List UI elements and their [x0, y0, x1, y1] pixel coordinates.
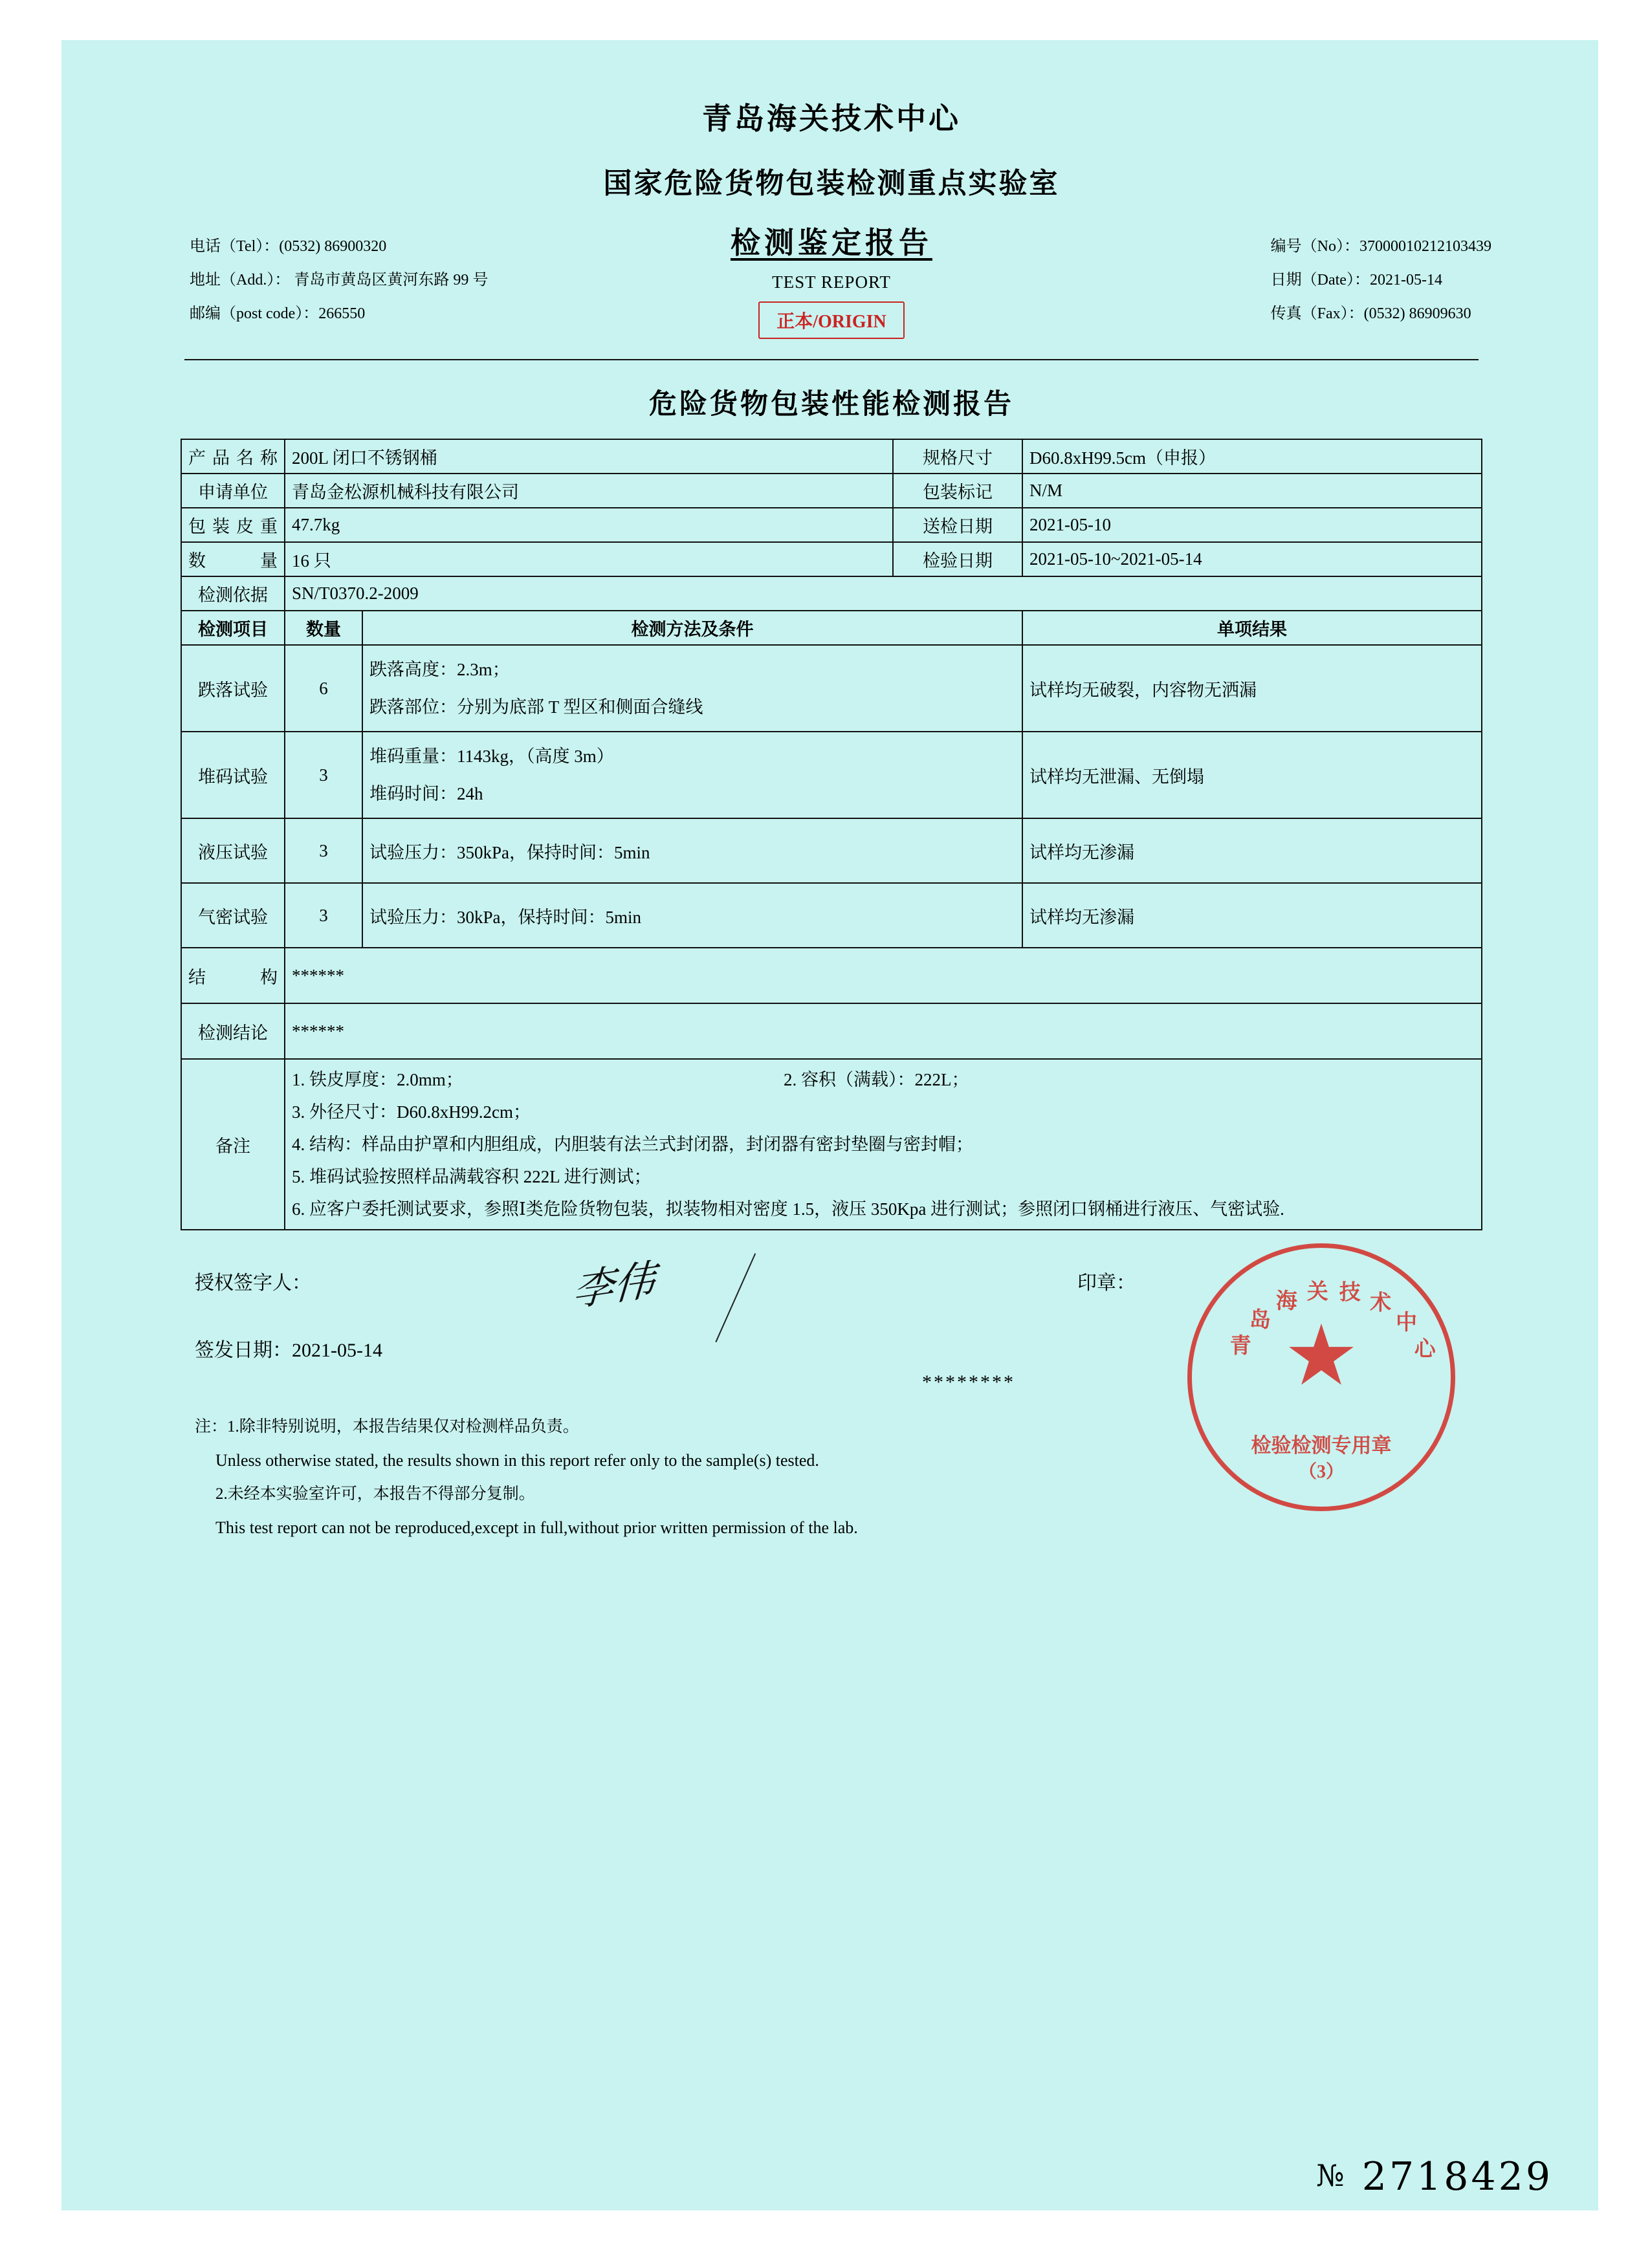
tests-header-qty: 数量 — [285, 611, 362, 645]
spec-label: 规格尺寸 — [893, 439, 1022, 474]
test-item-result: 试样均无破裂，内容物无洒漏 — [1022, 645, 1482, 732]
telephone-line: 电话（Tel）：(0532) 86900320 — [190, 238, 387, 255]
quantity-value: 16 只 — [285, 542, 893, 576]
serial-number — [1316, 2154, 1553, 2199]
test-item-qty: 3 — [285, 818, 362, 883]
test-item-qty: 6 — [285, 645, 362, 732]
basis-label: 检测依据 — [181, 576, 285, 611]
table-row-remark — [181, 1059, 1482, 1230]
seal-char: 心 — [1414, 1337, 1436, 1361]
address-line: 地址（Add.）： 青岛市黄岛区黄河东路 99 号 — [190, 272, 489, 289]
submit-date-value: 2021-05-10 — [1022, 508, 1482, 542]
seal-char: 海 — [1275, 1290, 1297, 1314]
tests-header-row — [181, 611, 1482, 645]
fax-line: 传真（Fax）：(0532) 86909630 — [1270, 305, 1471, 322]
report-title-en: TEST REPORT — [772, 272, 891, 292]
test-item-result: 试样均无渗漏 — [1022, 883, 1482, 948]
remark-line-5: 6. 应客户委托测试要求，参照Ⅰ类危险货物包装，拟装物相对密度 1.5，液压 350Kpa 进行测试；参照闭口钢桶进行液压、气密试验. — [292, 1199, 1284, 1219]
test-item-name: 跌落试验 — [181, 645, 285, 732]
test-date-label: 检验日期 — [893, 542, 1022, 576]
table-row-tare — [181, 508, 1482, 542]
conclusion-label: 检测结论 — [181, 1003, 285, 1059]
report-sheet — [61, 40, 1598, 2210]
note-2-en: This test report can not be reproduced,except in full,without prior written permission of the lab. — [215, 1518, 858, 1537]
tare-value: 47.7kg — [285, 508, 893, 542]
seal-number: （3） — [1298, 1462, 1345, 1482]
method-line: 跌落高度：2.3m； — [369, 660, 510, 679]
structure-label: 结 构 — [181, 948, 285, 1003]
table-row — [181, 883, 1482, 948]
conclusion-value: ****** — [285, 1003, 1482, 1059]
handwritten-signature: 李伟 — [571, 1256, 657, 1316]
origin-badge: 正本/ORIGIN — [758, 301, 905, 339]
remark-label: 备注 — [181, 1059, 285, 1230]
authorized-signer-label: 授权签字人： — [195, 1272, 311, 1294]
test-item-method — [362, 732, 1022, 818]
table-row — [181, 818, 1482, 883]
asterisk-divider: ******** — [922, 1371, 1015, 1393]
test-item-result: 试样均无渗漏 — [1022, 818, 1482, 883]
table-row — [181, 732, 1482, 818]
header-meta — [159, 213, 1504, 355]
tests-header-result: 单项结果 — [1022, 611, 1482, 645]
note-2-cn: 2.未经本实验室许可，本报告不得部分复制。 — [215, 1485, 535, 1503]
test-item-qty: 3 — [285, 732, 362, 818]
method-line: 堆码时间：24h — [369, 784, 483, 803]
note-1-en: Unless otherwise stated, the results shown in this report refer only to the sample(s) tested. — [215, 1451, 819, 1470]
seal-char: 关 — [1306, 1280, 1328, 1304]
table-row-basis — [181, 576, 1482, 611]
serial-value: 2718429 — [1361, 2154, 1553, 2199]
contact-left-block — [190, 230, 488, 331]
quantity-label: 数 量 — [181, 542, 285, 576]
structure-value: ****** — [285, 948, 1482, 1003]
issue-date-line — [195, 1334, 382, 1362]
table-row-product — [181, 439, 1482, 474]
method-line: 堆码重量：1143kg，（高度 3m） — [369, 747, 614, 766]
report-table — [181, 439, 1482, 1230]
table-row — [181, 645, 1482, 732]
table-row-applicant — [181, 474, 1482, 508]
official-seal-stamp — [1187, 1243, 1455, 1511]
submit-date-label: 送检日期 — [893, 508, 1022, 542]
seal-char: 中 — [1396, 1311, 1418, 1335]
product-value: 200L 闭口不锈钢桶 — [285, 439, 893, 474]
report-title-cn: 检测鉴定报告 — [731, 226, 932, 259]
remark-line-3: 4. 结构：样品由护罩和内胆组成，内胆装有法兰式封闭器，封闭器有密封垫圈与密封帽； — [292, 1135, 973, 1154]
seal-label: 印章： — [1077, 1272, 1136, 1294]
applicant-label: 申请单位 — [181, 474, 285, 508]
test-item-name: 液压试验 — [181, 818, 285, 883]
postcode-line: 邮编（post code）：266550 — [190, 305, 366, 322]
remark-line-1b: 2. 容积（满载）：222L； — [784, 1070, 969, 1089]
tare-label: 包 装 皮 重 — [181, 508, 285, 542]
test-item-method — [362, 645, 1022, 732]
remark-line-1: 1. 铁皮厚度：2.0mm； — [292, 1070, 463, 1089]
remark-line-1-wrap — [292, 1063, 1475, 1096]
applicant-value: 青岛金松源机械科技有限公司 — [285, 474, 893, 508]
spec-value: D60.8xH99.5cm（申报） — [1022, 439, 1482, 474]
issue-date-label: 签发日期： — [195, 1340, 292, 1361]
test-item-method: 试验压力：30kPa，保持时间：5min — [362, 883, 1022, 948]
test-item-method: 试验压力：350kPa，保持时间：5min — [362, 818, 1022, 883]
tests-header-item: 检测项目 — [181, 611, 285, 645]
mark-label: 包装标记 — [893, 474, 1022, 508]
table-row-quantity — [181, 542, 1482, 576]
test-item-name: 堆码试验 — [181, 732, 285, 818]
laboratory-name: 国家危险货物包装检测重点实验室 — [603, 168, 1060, 199]
contact-right-block — [1271, 230, 1491, 331]
remark-content — [285, 1059, 1482, 1230]
star-icon: ★ — [1283, 1310, 1359, 1403]
tests-header-method: 检测方法及条件 — [362, 611, 1022, 645]
issue-date-value: 2021-05-14 — [292, 1340, 382, 1361]
table-row-conclusion — [181, 1003, 1482, 1059]
report-content — [159, 66, 1504, 1545]
method-line: 跌落部位：分别为底部 T 型区和侧面合缝线 — [369, 697, 703, 717]
report-number-line: 编号（No）：37000010212103439 — [1270, 238, 1491, 255]
seal-char: 术 — [1370, 1291, 1392, 1315]
basis-value: SN/T0370.2-2009 — [285, 576, 1482, 611]
test-item-qty: 3 — [285, 883, 362, 948]
seal-char: 岛 — [1249, 1308, 1271, 1332]
serial-prefix: № — [1316, 2158, 1347, 2193]
page-title: 危险货物包装性能检测报告 — [649, 389, 1014, 420]
organization-name: 青岛海关技术中心 — [702, 102, 961, 135]
test-item-name: 气密试验 — [181, 883, 285, 948]
test-item-result: 试样均无泄漏、无倒塌 — [1022, 732, 1482, 818]
product-label: 产 品 名 称 — [181, 439, 285, 474]
header-divider — [184, 359, 1479, 360]
signature-stroke — [715, 1253, 903, 1408]
mark-value: N/M — [1022, 474, 1482, 508]
table-row-structure — [181, 948, 1482, 1003]
test-date-value: 2021-05-10~2021-05-14 — [1022, 542, 1482, 576]
note-1-cn: 注：1.除非特别说明，本报告结果仅对检测样品负责。 — [195, 1418, 579, 1435]
seal-char: 技 — [1339, 1281, 1361, 1305]
report-date-line: 日期（Date）：2021-05-14 — [1270, 272, 1442, 289]
report-title-block — [631, 219, 1032, 339]
seal-bottom-text: 检验检测专用章 — [1251, 1434, 1392, 1457]
seal-char: 青 — [1229, 1334, 1251, 1358]
remark-line-4: 5. 堆码试验按照样品满载容积 222L 进行测试； — [292, 1167, 652, 1186]
remark-line-2: 3. 外径尺寸：D60.8xH99.2cm； — [292, 1102, 531, 1122]
